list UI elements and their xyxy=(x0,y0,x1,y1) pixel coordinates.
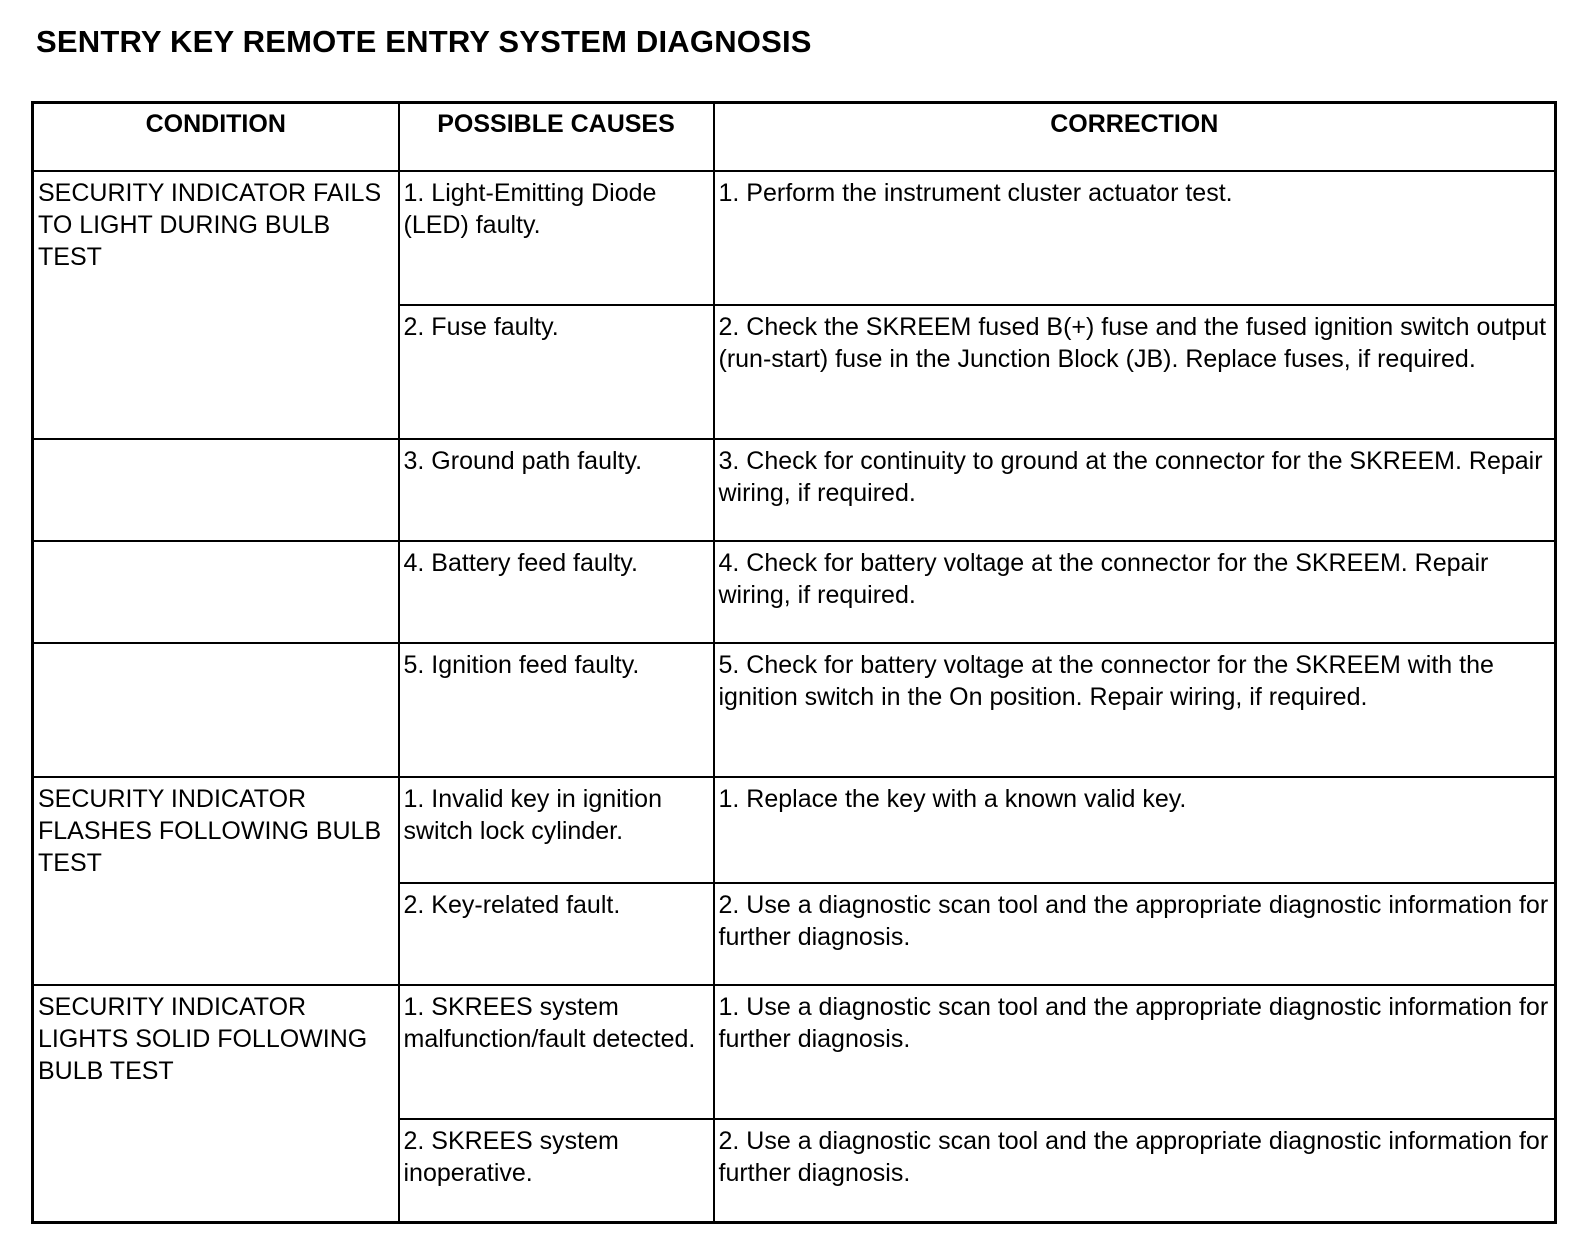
correction-cell: 1. Perform the instrument cluster actuator test. xyxy=(714,171,1556,305)
condition-cell xyxy=(33,305,399,439)
table-row xyxy=(33,985,1556,1119)
cause-cell: 5. Ignition feed faulty. xyxy=(399,643,714,777)
table-row xyxy=(33,305,1556,439)
correction-cell: 2. Use a diagnostic scan tool and the appropriate diagnostic information for further diagnosis. xyxy=(714,1119,1556,1222)
table-row xyxy=(33,643,1556,777)
table-header-row xyxy=(33,103,1556,172)
header-possible-causes: POSSIBLE CAUSES xyxy=(399,103,714,172)
cause-cell: 4. Battery feed faulty. xyxy=(399,541,714,643)
table-row xyxy=(33,541,1556,643)
table-row xyxy=(33,1119,1556,1222)
table-row xyxy=(33,171,1556,305)
correction-cell: 5. Check for battery voltage at the connector for the SKREEM with the ignition switch in the On position. Repair wiring, if required. xyxy=(714,643,1556,777)
correction-cell: 4. Check for battery voltage at the connector for the SKREEM. Repair wiring, if required. xyxy=(714,541,1556,643)
correction-cell: 2. Use a diagnostic scan tool and the appropriate diagnostic information for further diagnosis. xyxy=(714,883,1556,985)
cause-cell: 2. Key-related fault. xyxy=(399,883,714,985)
table-row xyxy=(33,777,1556,883)
header-correction: CORRECTION xyxy=(714,103,1556,172)
cause-cell: 1. SKREES system malfunction/fault detected. xyxy=(399,985,714,1119)
header-condition: CONDITION xyxy=(33,103,399,172)
correction-cell: 1. Replace the key with a known valid key. xyxy=(714,777,1556,883)
correction-cell: 1. Use a diagnostic scan tool and the appropriate diagnostic information for further diagnosis. xyxy=(714,985,1556,1119)
cause-cell: 1. Light-Emitting Diode (LED) faulty. xyxy=(399,171,714,305)
table-row xyxy=(33,883,1556,985)
cause-cell: 2. SKREES system inoperative. xyxy=(399,1119,714,1222)
condition-cell xyxy=(33,439,399,541)
condition-cell xyxy=(33,541,399,643)
page-title: SENTRY KEY REMOTE ENTRY SYSTEM DIAGNOSIS xyxy=(36,24,812,59)
condition-cell xyxy=(33,883,399,985)
table-row xyxy=(33,439,1556,541)
condition-cell xyxy=(33,1119,399,1222)
diagnosis-table xyxy=(31,101,1557,1224)
correction-cell: 2. Check the SKREEM fused B(+) fuse and the fused ignition switch output (run-start) fuse in the Junction Block (JB). Replace fuses, if required. xyxy=(714,305,1556,439)
cause-cell: 1. Invalid key in ignition switch lock cylinder. xyxy=(399,777,714,883)
correction-cell: 3. Check for continuity to ground at the connector for the SKREEM. Repair wiring, if required. xyxy=(714,439,1556,541)
condition-cell: SECURITY INDICATOR FAILS TO LIGHT DURING BULB TEST xyxy=(33,171,399,305)
condition-cell xyxy=(33,643,399,777)
condition-cell: SECURITY INDICATOR FLASHES FOLLOWING BULB TEST xyxy=(33,777,399,883)
condition-cell: SECURITY INDICATOR LIGHTS SOLID FOLLOWING BULB TEST xyxy=(33,985,399,1119)
cause-cell: 3. Ground path faulty. xyxy=(399,439,714,541)
cause-cell: 2. Fuse faulty. xyxy=(399,305,714,439)
